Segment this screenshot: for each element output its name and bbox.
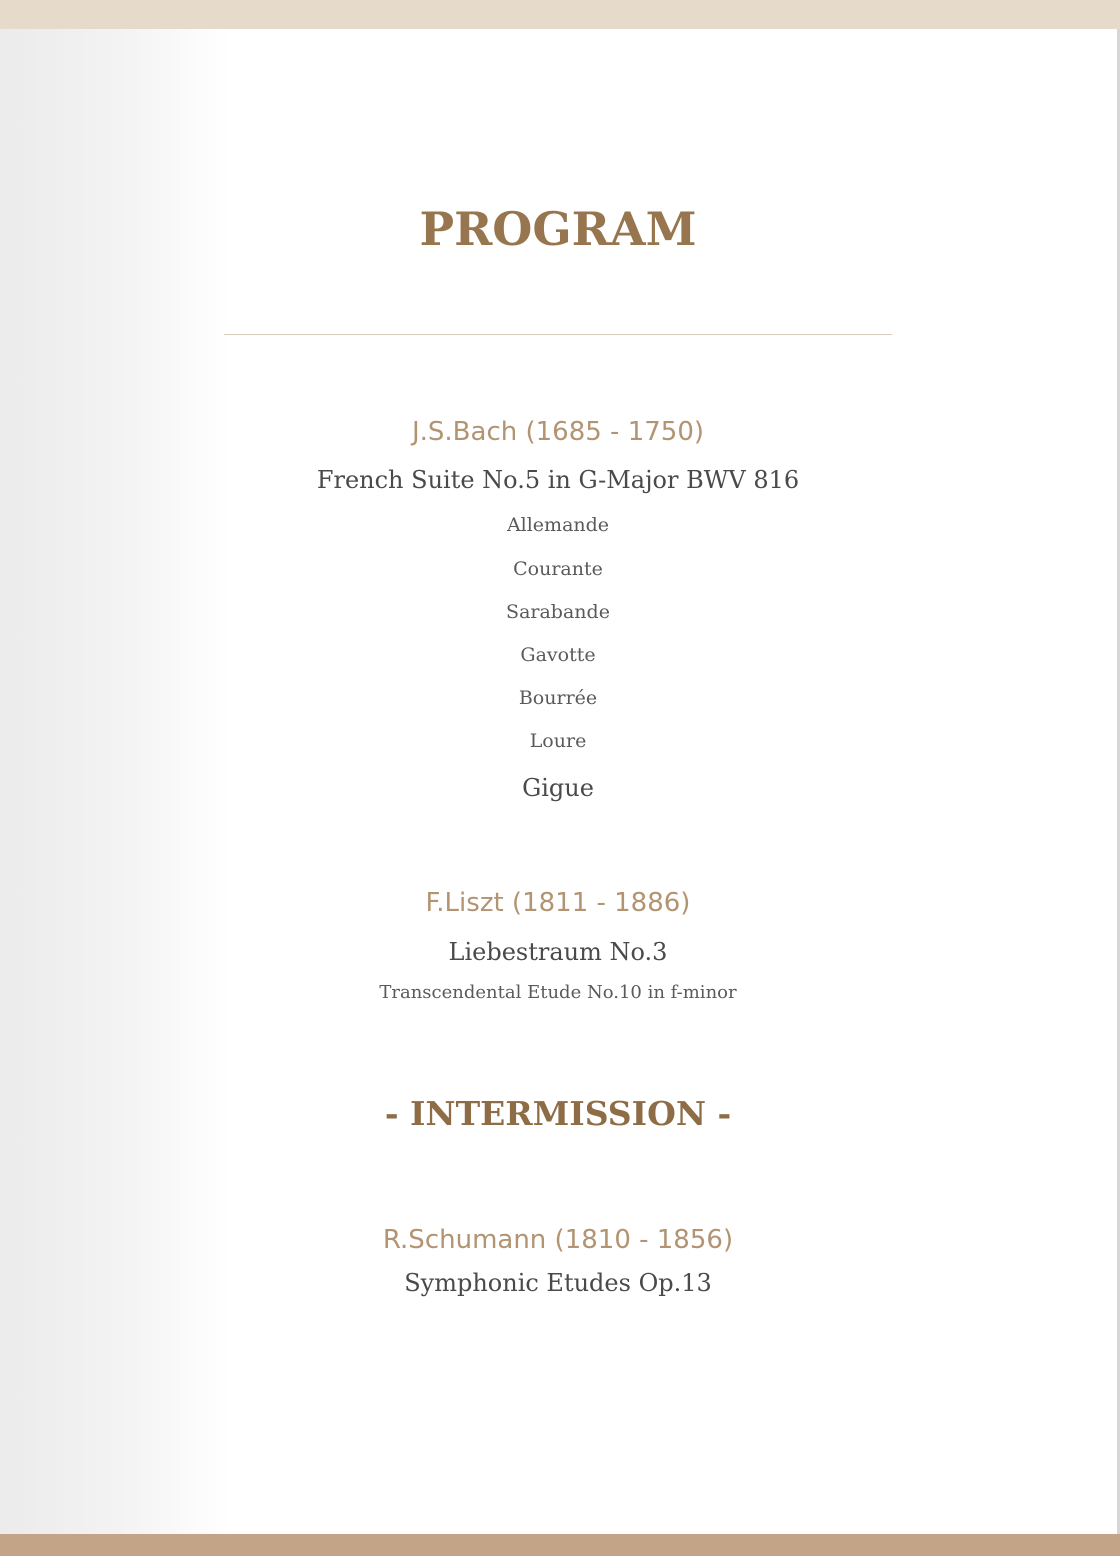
work-transcendental-etude: Transcendental Etude No.10 in f-minor [379,982,737,1003]
movement-courante: Courante [513,558,603,580]
movement-gigue: Gigue [522,774,594,802]
work-symphonic-etudes: Symphonic Etudes Op.13 [404,1269,712,1297]
title-divider [224,334,892,335]
top-decorative-band [0,0,1120,29]
movement-bourree: Bourrée [518,687,598,709]
intermission-heading: - INTERMISSION - [384,1094,732,1133]
work-french-suite: French Suite No.5 in G-Major BWV 816 [316,466,800,494]
work-liebestraum: Liebestraum No.3 [448,938,668,966]
movement-gavotte: Gavotte [520,644,596,666]
composer-liszt: F.Liszt (1811 - 1886) [425,888,691,918]
bottom-decorative-band [0,1534,1120,1556]
movement-sarabande: Sarabande [506,601,610,623]
program-title: PROGRAM [419,202,697,256]
movement-loure: Loure [529,730,587,752]
composer-bach: J.S.Bach (1685 - 1750) [411,417,705,447]
composer-schumann: R.Schumann (1810 - 1856) [382,1225,734,1255]
movement-allemande: Allemande [506,514,610,536]
